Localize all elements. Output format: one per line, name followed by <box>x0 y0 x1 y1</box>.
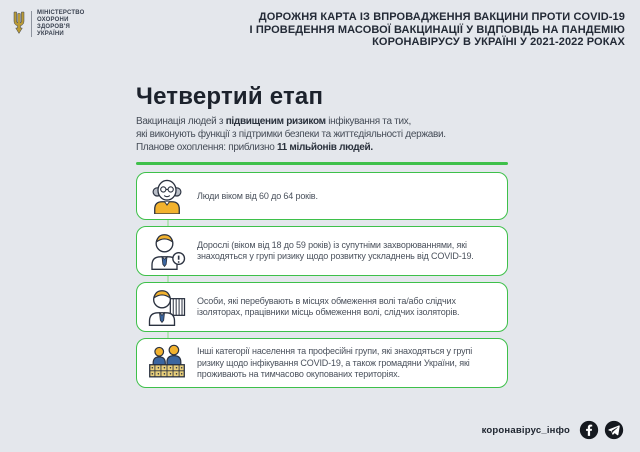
logo-divider <box>31 11 32 37</box>
main-content <box>136 84 508 394</box>
ministry-logo <box>12 10 84 38</box>
intro-highlight-risk: підвищеним ризиком <box>225 116 326 127</box>
group-card-comorbidities <box>136 226 508 276</box>
adult-comorbidity-icon <box>137 232 197 270</box>
roadmap-heading-line1: ДОРОЖНЯ КАРТА ІЗ ВПРОВАДЖЕННЯ ВАКЦИНИ ПРОТИ COVID-19 <box>258 11 625 23</box>
group-card-elderly <box>136 172 508 220</box>
telegram-icon[interactable] <box>604 420 624 440</box>
green-divider <box>136 162 508 165</box>
intro-paragraph <box>136 116 508 154</box>
roadmap-heading-line3: КОРОНАВІРУСУ В УКРАЇНІ У 2021-2022 РОКАХ <box>372 36 625 48</box>
priority-groups-list <box>136 172 508 388</box>
ministry-name-line: УКРАЇНИ <box>37 31 64 37</box>
intro-highlight-count: 11 мільйонів людей. <box>276 141 373 153</box>
ministry-name <box>37 10 84 38</box>
roadmap-heading <box>250 11 625 49</box>
group-card-other-population <box>136 338 508 388</box>
ministry-name-line: ОХОРОНИ <box>37 17 69 23</box>
group-card-detention <box>136 282 508 332</box>
ministry-name-line: МІНІСТЕРСТВО <box>37 10 85 16</box>
roadmap-heading-line2: І ПРОВЕДЕННЯ МАСОВОЇ ВАКЦИНАЦІЇ У ВІДПОВІДЬ НА ПАНДЕМІЮ <box>249 23 625 36</box>
group-card-text: Особи, які перебувають в місцях обмеження волі та/або слідчих ізоляторах, працівники місць обмеження волі, слідчих ізоляторів. <box>197 295 460 318</box>
intro-text: Планове охоплення: приблизно <box>136 141 277 153</box>
population-groups-icon <box>137 344 197 382</box>
trident-icon <box>12 11 26 37</box>
group-card-text: Дорослі (віком від 18 до 59 років) із супутніми захворюваннями, які знаходяться у групі ризику щодо розвитку ускладнень від COVID-19. <box>197 239 474 262</box>
footer <box>482 420 624 440</box>
detention-facility-icon <box>137 288 197 326</box>
group-card-text: Інші категорії населення та професійні групи, які знаходяться у групі ризику щодо інфікування COVID-19, а також громадяни України, які проживають на тимчасово окупованих територіях. <box>197 346 473 380</box>
intro-text: Вакцинація людей з <box>136 116 226 127</box>
group-card-text: Люди віком від 60 до 64 років. <box>197 190 318 201</box>
social-handle: коронавірус_інфо <box>481 424 570 436</box>
facebook-icon[interactable] <box>579 420 599 440</box>
page-title: Четвертий етап <box>136 83 324 110</box>
elderly-person-icon <box>137 178 197 214</box>
intro-text: які виконують функції з підтримки безпеки та життєдіяльності держави. <box>136 128 446 140</box>
ministry-name-line: ЗДОРОВ'Я <box>37 24 70 30</box>
intro-text: інфікування та тих, <box>325 116 411 127</box>
